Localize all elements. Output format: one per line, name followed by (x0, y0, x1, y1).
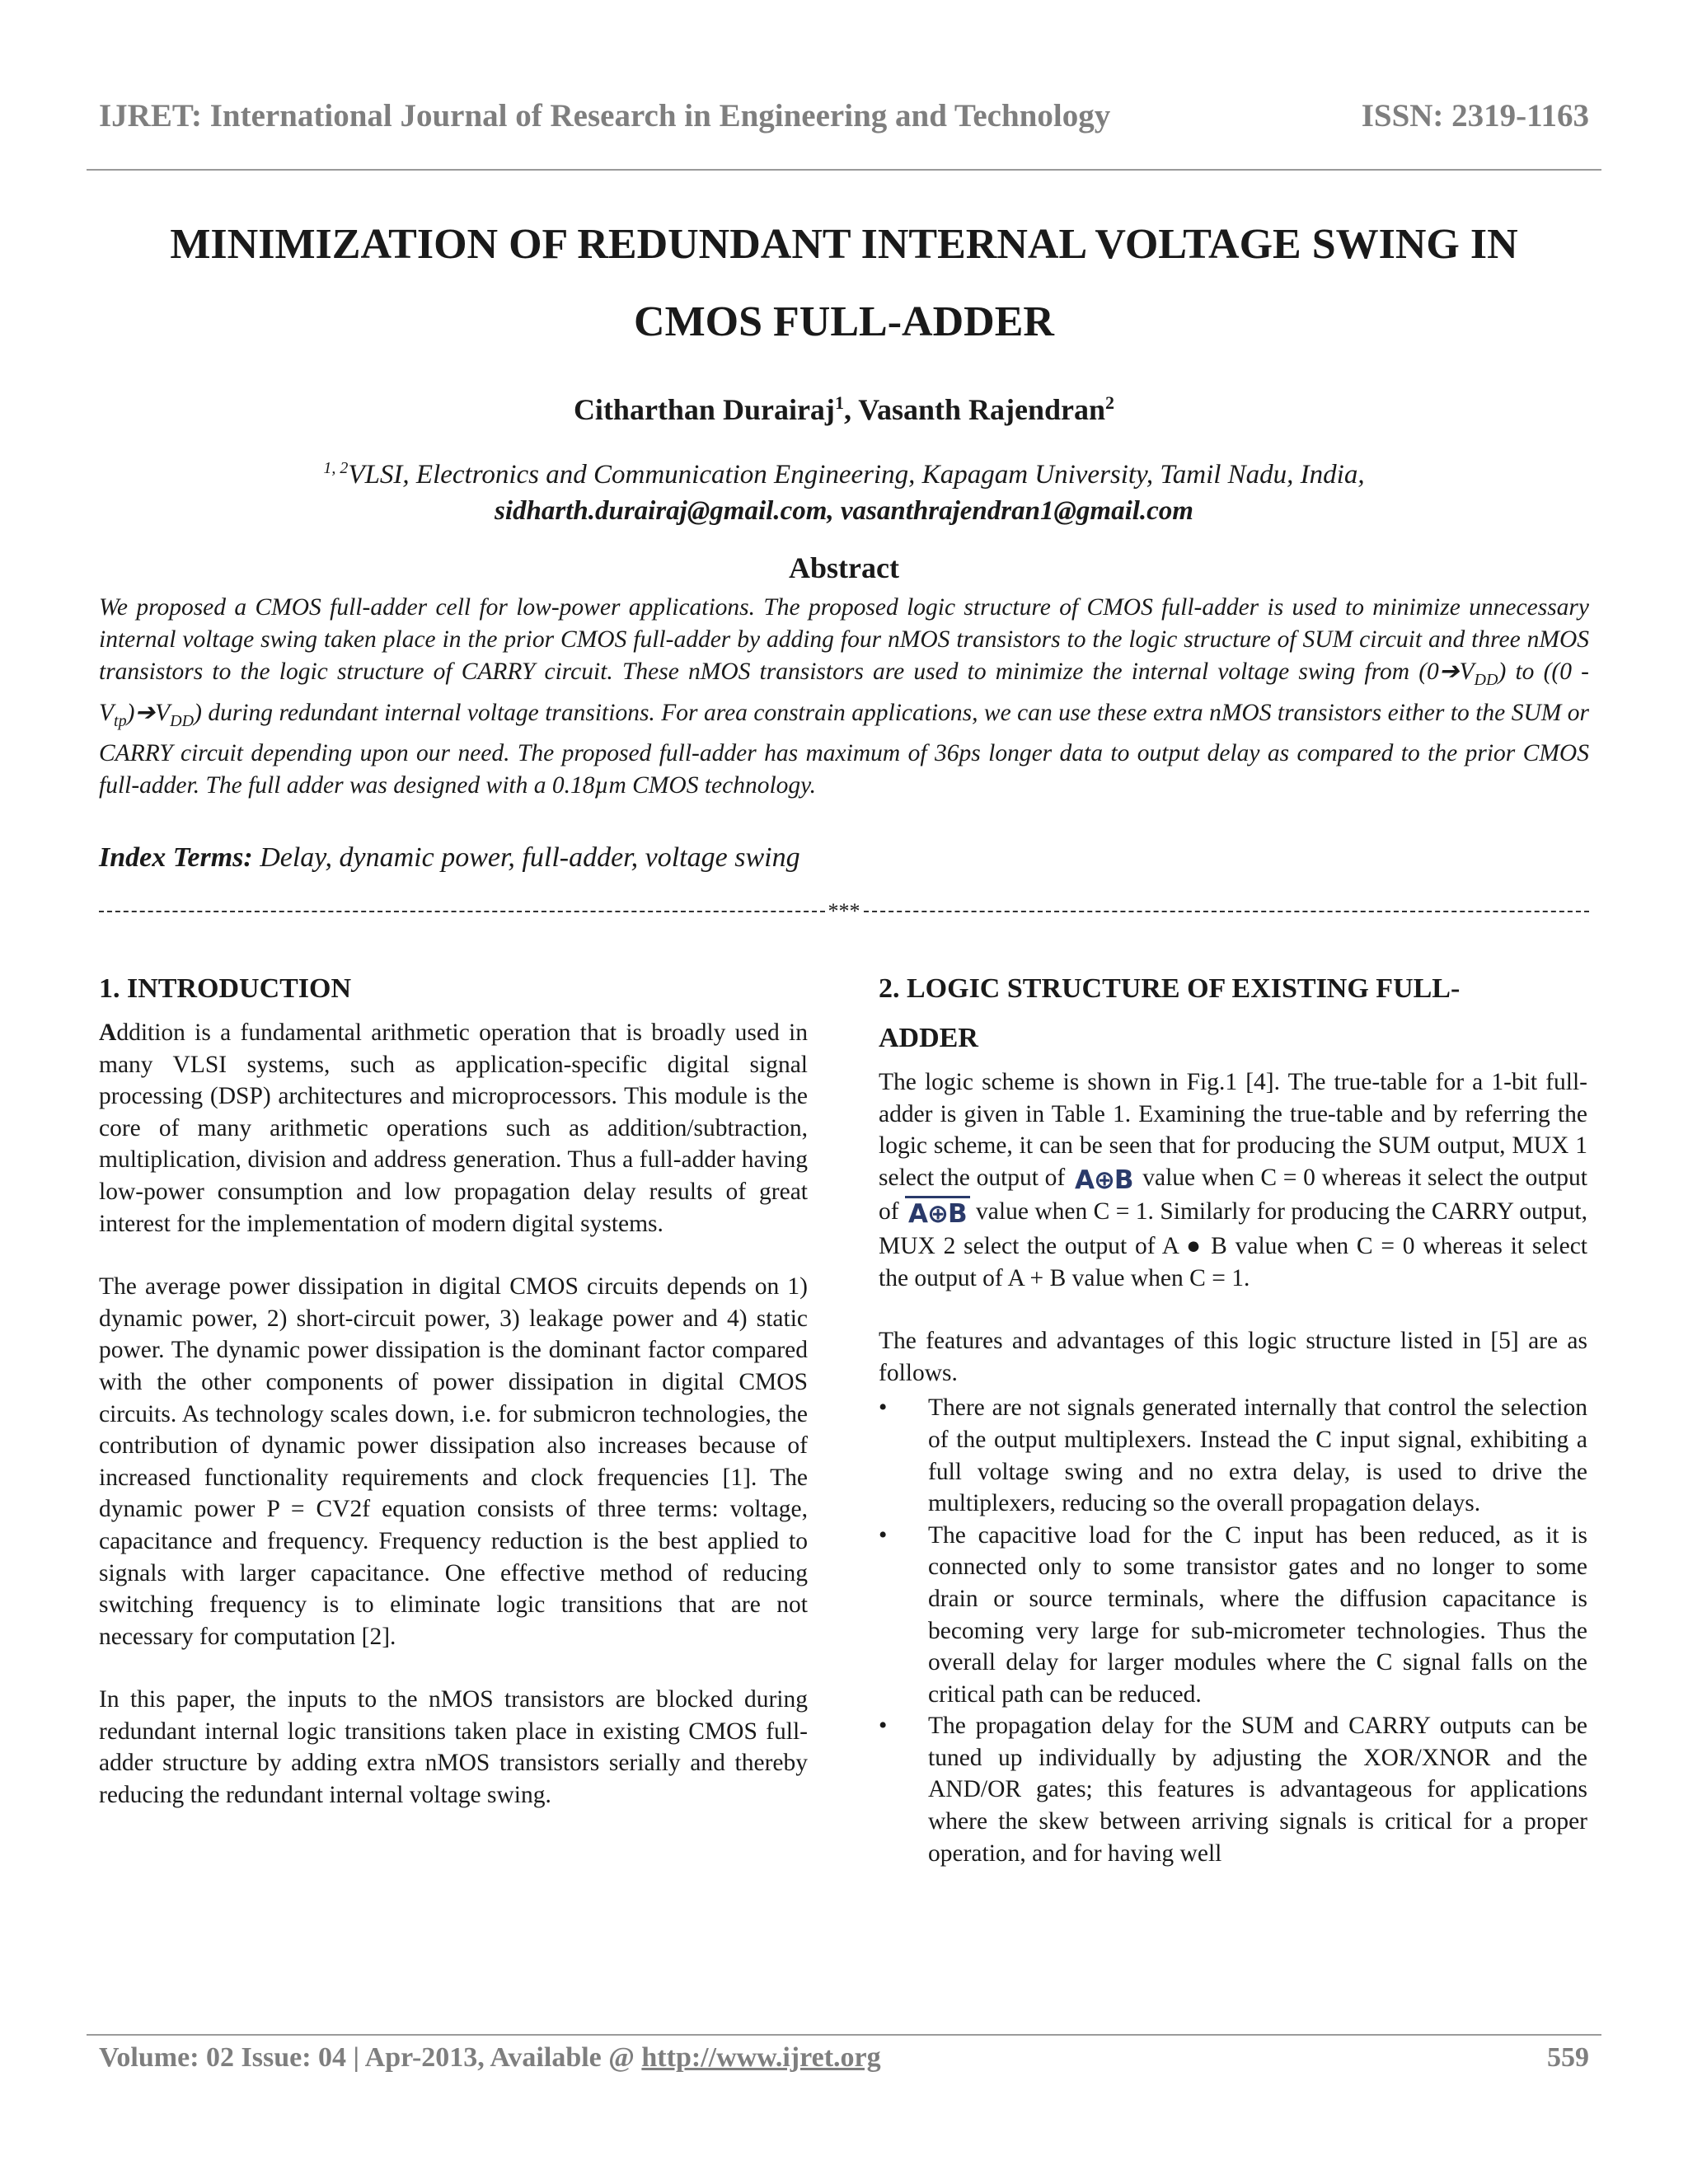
affiliation-text: VLSI, Electronics and Communication Engineering, Kapagam University, Tamil Nadu, India, (348, 460, 1365, 490)
running-header (99, 97, 1589, 134)
title-line-1: MINIMIZATION OF REDUNDANT INTERNAL VOLTAGE SWING IN (170, 221, 1518, 268)
and-dot-icon: ● (1186, 1232, 1203, 1259)
separator-line-right (864, 911, 1590, 912)
footer-rule (87, 2034, 1601, 2036)
logic-paragraph-1 (879, 1066, 1587, 1294)
author-separator: , (843, 393, 859, 426)
list-item (879, 1710, 1587, 1869)
index-terms-text: Delay, dynamic power, full-adder, voltage swing (252, 842, 800, 873)
intro-paragraph-1-text: ddition is a fundamental arithmetic operation that is broadly used in many VLSI systems, such as application-specific digital signal processing (DSP) architectures and microprocessors. This module is the core of many arithmetic operations such as addition/subtraction, multiplication, division and address generation. Thus a full-adder having low-power consumption and low propagation delay results of great interest for the implementation of modern digital systems. (99, 1019, 808, 1237)
journal-name: IJRET: International Journal of Research in Engineering and Technology (99, 98, 1111, 134)
vdd-v-2: V (155, 699, 171, 726)
paper-title (99, 206, 1589, 361)
volume-info (99, 2042, 881, 2074)
arrow-icon: ➔ (134, 699, 156, 726)
abstract-text-3: ) (126, 699, 135, 726)
bullet-icon: • (879, 1394, 888, 1422)
affiliation (99, 450, 1589, 529)
list-item (879, 1392, 1587, 1519)
section-1-heading: 1. INTRODUCTION (99, 973, 352, 1004)
right-column (879, 964, 1587, 1869)
logic-text-d: B value when C = 0 whereas it select the output of A + B value when C = 1. (879, 1232, 1587, 1291)
separator-line-left (99, 911, 825, 912)
author-2: Vasanth Rajendran (858, 393, 1106, 426)
header-rule (87, 169, 1601, 171)
author-1: Citharthan Durairaj (573, 393, 835, 426)
logic-text-b: value when C = 0 whereas it select the output of (879, 1164, 1587, 1226)
vdd-sub: DD (1474, 671, 1498, 690)
section-separator (99, 902, 1589, 921)
vtp-sub: tp (114, 711, 127, 730)
bullet-icon: • (879, 1713, 888, 1740)
volume-text: Volume: 02 Issue: 04 | Apr-2013, Available @ (99, 2042, 642, 2073)
abstract-text-1: We proposed a CMOS full-adder cell for low-power applications. The proposed logic structure of CMOS full-adder is used to minimize unnecessary internal voltage swing taken place in the prior CMOS full-adder by adding four nMOS transistors to the logic structure of SUM circuit and three nMOS transistors to the logic structure of CARRY circuit. These nMOS transistors are used to minimize the internal voltage swing from (0 (99, 594, 1589, 686)
list-item-text: The propagation delay for the SUM and CARRY outputs can be tuned up individually by adjusting the XOR/XNOR and the AND/OR gates; this features is advantageous for applications where the skew between arriving signals is critical for a proper operation, and for having well (928, 1713, 1587, 1867)
list-item (879, 1520, 1587, 1711)
intro-paragraph-2: The average power dissipation in digital CMOS circuits depends on 1) dynamic power, 2) short-circuit power, 3) leakage power and 4) static power. The dynamic power dissipation is the dominant factor compared with the other components of power dissipation in digital CMOS circuits. As technology scales down, i.e. for submicron technologies, the contribution of dynamic power dissipation also increases because of increased functionality requirements and clock frequencies [1]. The dynamic power P = CV2f equation consists of three terms: voltage, capacitance and frequency. Frequency reduction is the best applied to signals with larger capacitance. One effective method of reducing switching frequency is to eliminate logic transitions that are not necessary for computation [2]. (99, 1273, 808, 1650)
index-terms-label: Index Terms: (99, 842, 253, 873)
journal-url-link[interactable]: http://www.ijret.org (641, 2042, 881, 2073)
bullet-icon: • (879, 1521, 888, 1549)
logic-text-c: value when C = 1. Similarly for producing the CARRY output, MUX 2 select the output of A (879, 1198, 1587, 1259)
index-terms (99, 842, 1589, 874)
abstract-heading: Abstract (789, 551, 899, 584)
logic-text-a: The logic scheme is shown in Fig.1 [4]. The true-table for a 1-bit full-adder is given in Table 1. Examining the true-table and by referring the logic scheme, it can be seen that for producing the SUM output, MUX 1 select the output of (879, 1069, 1587, 1191)
abstract-body (99, 592, 1589, 802)
page-number: 559 (1547, 2042, 1589, 2073)
author-emails: sidharth.durairaj@gmail.com, vasanthrajendran1@gmail.com (495, 496, 1193, 526)
intro-first-letter: A (99, 1019, 117, 1046)
intro-paragraph-1 (99, 1017, 808, 1240)
abstract-text-2: ) to ((0 - V (99, 658, 1589, 726)
separator-stars: *** (828, 902, 860, 921)
intro-paragraph-3: In this paper, the inputs to the nMOS transistors are blocked during redundant internal logic transitions taken place in existing CMOS full-adder structure by adding extra nMOS transistors serially and thereby reducing the redundant internal voltage swing. (99, 1686, 808, 1809)
title-line-2: CMOS FULL-ADDER (634, 298, 1054, 345)
xor-expression-icon: A⊕B (1074, 1165, 1133, 1195)
xnor-expression-icon: A⊕B (905, 1196, 970, 1230)
author-2-sup: 2 (1105, 392, 1115, 413)
list-item-text: There are not signals generated internally that control the selection of the output multiplexers. Instead the C input signal, exhibiting a full voltage swing and no extra delay, is used to drive the multiplexers, reducing so the overall propagation delays. (928, 1394, 1587, 1517)
author-1-sup: 1 (834, 392, 844, 413)
affiliation-sup: 1, 2 (323, 459, 349, 477)
abstract-text-4: ) during redundant internal voltage transitions. For area constrain applications, we can use these extra nMOS transistors either to the SUM or CARRY circuit depending upon our need. The proposed full-adder has maximum of 36ps longer data to output delay as compared to the prior CMOS full-adder. The full adder was designed with a 0.18µm CMOS technology. (99, 699, 1589, 799)
logic-paragraph-2: The features and advantages of this logic structure listed in [5] are as follows. (879, 1328, 1587, 1386)
running-footer (99, 2042, 1589, 2074)
arrow-icon: ➔ (1438, 658, 1460, 686)
vdd-sub-2: DD (170, 711, 195, 730)
authors (99, 392, 1589, 427)
vdd-v: V (1459, 658, 1475, 686)
section-2-heading: 2. LOGIC STRUCTURE OF EXISTING FULL-ADDER (879, 973, 1461, 1053)
issn: ISSN: 2319-1163 (1361, 98, 1589, 134)
left-column (99, 964, 808, 1843)
list-item-text: The capacitive load for the C input has been reduced, as it is connected only to some transistor gates and no longer to some drain or source terminals, where the diffusion capacitance is becoming very large for sub-micrometer technologies. Thus the overall delay for larger modules where the C signal falls on the critical path can be reduced. (928, 1521, 1587, 1708)
features-list (879, 1392, 1587, 1869)
